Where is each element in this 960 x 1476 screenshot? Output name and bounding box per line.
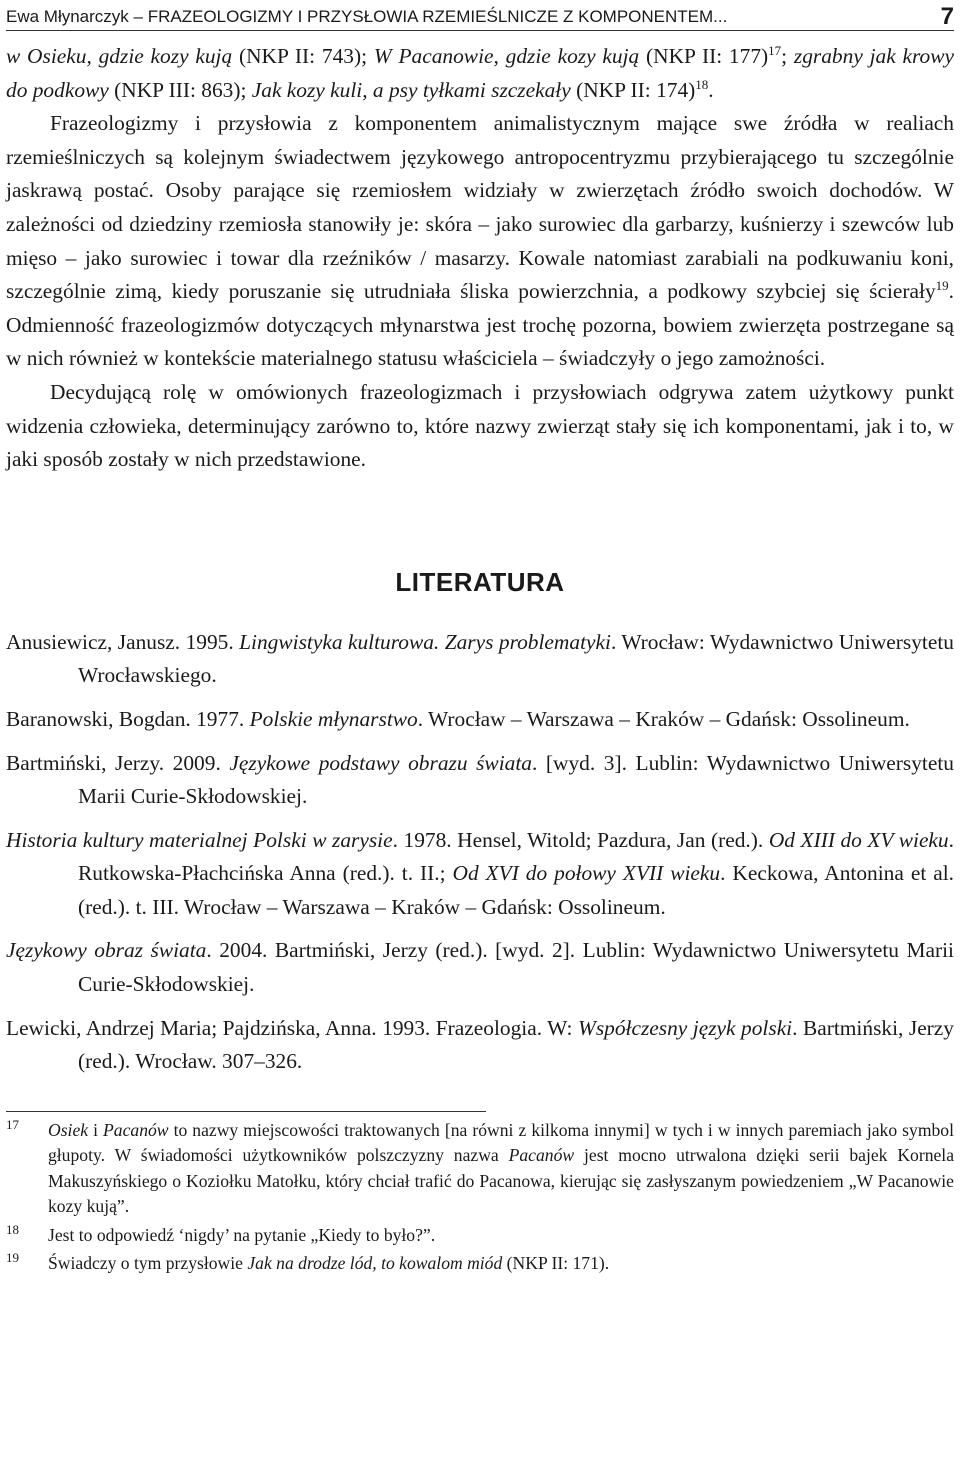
bib-entry: Anusiewicz, Janusz. 1995. Lingwistyka kulturowa. Zarys problematyki. Wrocław: Wydawnictwo Uniwersytetu Wrocławskiego. [6,629,955,688]
paragraph-1 [6,40,954,107]
running-title: Ewa Młynarczyk – FRAZEOLOGIZMY I PRZYSŁOWIA RZEMIEŚLNICZE Z KOMPONENTEM... [6,7,728,26]
footnote-17: 17 Osiek i Pacanów to nazwy miejscowości traktowanych [na równi z kilkoma innymi] w tych i w innych paremiach jako symbol głupoty. W świadomości użytkowników polszczyzny nazwa Pacanów jest mocno utrwalona dzięki serii bajek Kornela Makuszyńskiego o Koziołku Matołku, który chciał trafić do Pacanowa, kierując się zasłyszanym powiedzeniem „W Pacanowie kozy kują”. [6,1118,954,1220]
footnote-ref-18[interactable]: 18 [695,76,709,92]
bib-entry: Historia kultury materialnej Polski w zarysie. 1978. Hensel, Witold; Pazdura, Jan (red.). Od XIII do XV wieku. Rutkowska-Płachcińska Anna (red.). t. II.; Od XVI do połowy XVII wieku. Keckowa, Antonina et al. (red.). t. III. Wrocław – Warszawa – Kraków – Gdańsk: Ossolineum. [6,827,954,919]
header-rule [6,30,954,31]
source-ref: (NKP II: 177) [639,44,769,68]
text-span: Frazeologizmy i przysłowia z komponentem animalistycznym mające swe źródła w realiach rzemieślniczych są kolejnym świadectwem językowego antropocentryzmu przybierającego tu szczególnie jaskrawą postać. Osoby parające się rzemiosłem widziały w zwierzętach źródło swoich dochodów. W zależności od dziedziny rzemiosła stanowiły je: skóra – jako surowiec dla garbarzy, kuśnierzy i szewców lub mięso – jako surowiec i towar dla rzeźników / masarzy. Kowale natomiast zarabiali na podkuwaniu koni, szczególnie zimą, kiedy poruszanie się utrudniała śliska powierzchnia, a podkowy szybciej się ścierały [6,111,954,304]
bib-entry: Baranowski, Bogdan. 1977. Polskie młynarstwo. Wrocław – Warszawa – Kraków – Gdańsk: Ossolineum. [6,706,910,731]
footnote-18: 18 Jest to odpowiedź ‘nigdy’ na pytanie „Kiedy to było?”. [6,1223,954,1249]
footnote-19: 19 Świadczy o tym przysłowie Jak na drodze lód, to kowalom miód (NKP II: 171). [6,1251,954,1277]
page-number: 7 [940,3,954,30]
example-phrase: zgrabny jak krowy do podkowy [6,44,955,102]
bib-entry: Lewicki, Andrzej Maria; Pajdzińska, Anna. 1993. Frazeologia. W: Współczesny język polski. Bartmiński, Jerzy (red.). Wrocław. 307–326. [6,1015,954,1074]
example-phrase: w Osieku, gdzie kozy kują [6,44,233,68]
paragraph-3: Decydującą rolę w omówionych frazeologizmach i przysłowiach odgrywa zatem użytkowy punkt widzenia człowieka, determinujący zarówno to, które nazwy zwierząt stały się ich komponentami, jak i to, w jaki sposób zostały w nich przedstawione. [6,379,954,472]
bib-entry: Bartmiński, Jerzy. 2009. Językowe podstawy obrazu świata. [wyd. 3]. Lublin: Wydawnictwo Uniwersytetu Marii Curie-Skłodowskiej. [6,750,954,809]
footnote-number: 18 [6,1221,19,1237]
source-ref: (NKP II: 174) [570,77,696,102]
example-phrase: W Pacanowie, gdzie kozy kują [373,44,640,68]
source-ref: (NKP II: 743); [232,44,374,68]
footnote-ref-17[interactable]: 17 [768,42,782,58]
source-ref: (NKP III: 863); [108,77,252,102]
literature-heading: LITERATURA [395,566,565,597]
text-span: . [708,77,714,102]
paragraph-2 [6,107,954,376]
page [6,0,954,1280]
bib-entry: Językowy obraz świata. 2004. Bartmiński, Jerzy (red.). [wyd. 2]. Lublin: Wydawnictwo Uniwersytetu Marii Curie-Skłodowskiej. [6,938,954,997]
example-phrase: Jak kozy kuli, a psy tyłkami szczekały [251,77,571,102]
footnotes [6,1118,954,1277]
footnote-number: 17 [6,1116,19,1132]
bibliography [6,626,954,1079]
footnote-number: 19 [6,1250,19,1266]
text-span: . Odmienność frazeologizmów dotyczących młynarstwa jest trochę pozorna, bowiem zwierzęta postrzegane są w nich również w kontekście materialnego statusu właściciela – świadczyły o jego zamożności. [6,279,954,371]
text-span: ; [781,44,794,68]
footnote-rule [6,1111,486,1112]
running-header [6,2,954,34]
main-text [6,40,954,477]
footnote-ref-19[interactable]: 19 [935,278,949,294]
